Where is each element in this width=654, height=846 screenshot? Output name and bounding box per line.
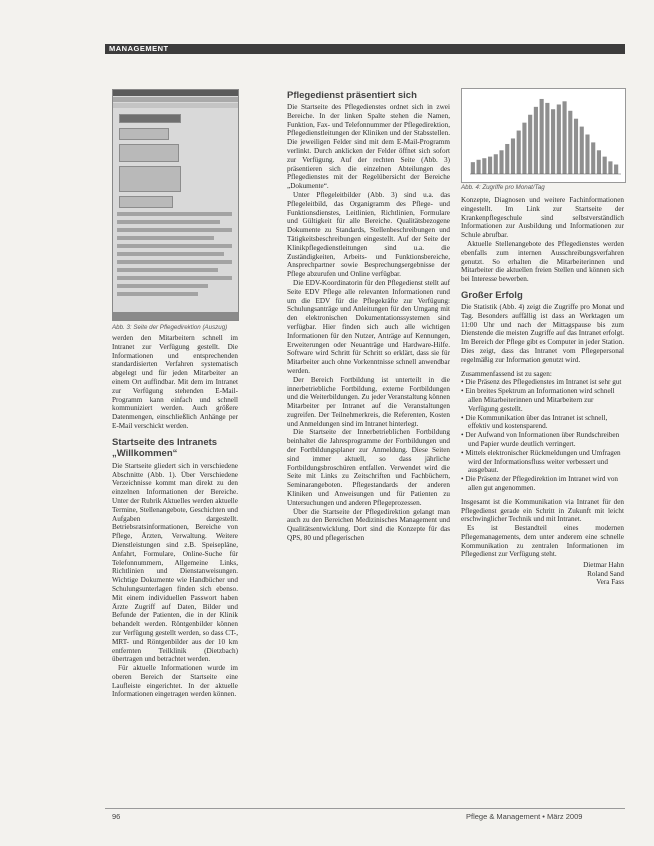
journal-name: Pflege & Management • März 2009	[466, 812, 583, 821]
footer-rule	[105, 808, 625, 809]
list-item-text: Die Präsenz des Pflegedienstes im Intranet ist sehr gut	[465, 378, 622, 387]
column-1	[112, 334, 238, 699]
chart-bar	[488, 157, 492, 174]
col2-paragraph: Über die Startseite der Pflegedirektion gelangt man auch zu den Bereichen Medizinisches Management und Qualitätsentwicklung. Dort sind die Konzepte für das QPS, 80 und pflegerischen	[287, 507, 450, 543]
chart-bar	[557, 104, 561, 174]
screenshot-taskbar	[113, 312, 238, 320]
screenshot-box	[119, 196, 173, 208]
col3-paragraph: Die Statistik (Abb. 4) zeigt die Zugriffe pro Monat und Tag. Besonders auffällig ist dass an Werktagen um 11:00 Uhr und nach der Mittagspause bis zum Dienstende die meisten Zugriffe auf das Intranet erfolgt. Im Bereich der Pflege gibt es Computer in jeder Station. Dies zeigt, dass das Intranet vom Pflegepersonal regelmäßig zur Information genutzt wird.	[461, 302, 624, 364]
screenshot-line	[117, 212, 232, 216]
list-item: • Mittels elektronischer Rückmeldungen und Umfragen wird der Informationsfluss weiter verbessert und ausgebaut.	[461, 448, 621, 475]
chart-bar	[562, 101, 566, 174]
chart-bar	[505, 144, 509, 174]
screenshot-line	[117, 260, 232, 264]
chart-bar	[545, 103, 549, 174]
screenshot-line	[117, 244, 232, 248]
chart-bar	[585, 135, 589, 175]
chart-bar	[528, 115, 532, 174]
col3-paragraph: Es ist Bestandteil eines modernen Pflegemanagements, dem unter anderem eine schnelle Kommunikation zu zentralen Informationen im Pflegedienst zur Verfügung steht.	[461, 524, 624, 559]
page-number: 96	[112, 812, 121, 821]
col1-heading: Startseite des Intranets „Willkommen“	[112, 436, 218, 459]
list-item-text: Die Präsenz der Pflegedirektion im Intranet wird von allen gut angenommen.	[465, 475, 619, 492]
col3-paragraph: Konzepte, Diagnosen und weitere Fachinformationen eingestellt. Im Link zur Startseite der Krankenpflegeschule sind selbstverständlich Informationen zur Ausbildung und Informationen zur Schule abrufbar.	[461, 196, 624, 240]
access-chart-svg	[462, 89, 625, 182]
col1-paragraph: Die Startseite gliedert sich in verschiedene Abschnitte (Abb. 1). Über Verschiedene Verzeichnisse kommt man direkt zu den einzelnen Informationen der Bereiche. Unter der Rubrik Aktuelles werden aktuelle Termine, Stellenangebote, Geschichten und Aufgaben dargestellt. Betriebsratsinformationen, Bereiche von Pflege, Ärzten, Verwaltung. Weitere Dienstleistungen sind z.B. Speisepläne, Anfahrt, Formulare, Online-Suche für Telefonnummern, Allgemeine Links, Richtlinien und Dienstanweisungen. Wichtige Dokumente wie Handbücher und Schulungsunterlagen finden sich ebenso. Mit einem individuellen Passwort haben Ärzte Zugriff auf Daten, Bilder und Befunde der Patienten, die in der Klinik behandelt werden. Röntgenbilder können zur Verfügung gestellt werden, so dass CT-, MRT- und Röntgenbilder aus der 10 km entfernten Teilklinik (Dietzbach) übertragen und betrachtet werden.	[112, 461, 238, 664]
list-item-text: Der Aufwand von Informationen über Rundschreiben und Papier wurde deutlich verringert.	[465, 431, 620, 448]
screenshot-banner	[119, 114, 181, 123]
chart-bar	[482, 158, 486, 174]
col1-paragraph: werden den Mitarbeitern schnell im Intranet zur Verfügung gestellt. Die Informationen und entsprechenden standardisierten Verfahren systematisch abgelegt und für jeden Mitarbeiter an einem Ort auffindbar. Mit dem im Intranet zur Verfügung stehenden E-Mail-Programm kann einfach und schnell kommuniziert werden. Auch größere Datenmengen, einschließlich Anhänge per E-Mail verschickt werden.	[112, 334, 238, 430]
col2-paragraph: Unter Pflegeleitbilder (Abb. 3) sind u.a. das Pflegeleitbild, das Organigramm des Pflege- und Funktionsdienstes, Leitlinien, Richtlinien, Formulare und Gültigkeit für alle Bereiche. Qualitätsbezogene Dokumente zu Standards, Stellenbeschreibungen und Tätigkeitsbeschreibungen eingestellt. Auf der Seite der Klinikpflegedienstleitungen sind u.a. die Zuständigkeiten, Arbeits- und Funktionsbereiche, Ansprechpartner sowie Besprechungsergebnisse der Pflege abzurufen und Online verfügbar.	[287, 190, 450, 279]
screenshot-line	[117, 252, 224, 256]
screenshot-titlebar	[113, 90, 238, 96]
chart-bar	[494, 154, 498, 174]
column-2	[287, 90, 450, 543]
screenshot-addressbar	[113, 103, 238, 108]
screenshot-line	[117, 276, 232, 280]
chart-bar	[499, 150, 503, 174]
col2-paragraph: Der Bereich Fortbildung ist unterteilt in die innerbetriebliche Fortbildung, externe Fortbildungen und die Weiterbildungen. Zu jeder Veranstaltung können Mitarbeiter per Intranet auf die Veranstaltungen zugreifen. Der Teilnehmerkreis, die Referenten, Kosten und Anmeldungen sind im Intranet hinterlegt.	[287, 375, 450, 428]
col2-heading: Pflegedienst präsentiert sich	[287, 90, 417, 101]
list-item-text: Mittels elektronischer Rückmeldungen und Umfragen wird der Informationsfluss weiter verbessert und ausgebaut.	[465, 448, 621, 475]
author-name: Roland Sand	[587, 569, 624, 578]
list-intro: Zusammenfassend ist zu sagen:	[461, 369, 552, 378]
figure-intranet-screenshot	[112, 89, 239, 321]
chart-bar	[608, 161, 612, 174]
col3-paragraph: Insgesamt ist die Kommunikation via Intranet für den Pflegedienst gerade ein Schritt in Zukunft mit leicht erschwinglicher Technik und mit Intranet.	[461, 497, 624, 524]
screenshot-line	[117, 284, 208, 288]
screenshot-box	[119, 144, 179, 162]
chart-bar	[551, 109, 555, 174]
figure4-caption: Abb. 4: Zugriffe pro Monat/Tag	[461, 184, 545, 191]
col2-paragraph: Die EDV-Koordinatorin für den Pflegedienst stellt auf Seite EDV Pflege alle relevanten Informationen rund um die EDV für die Pflegekräfte zur Verfügung: Schulungsanträge und Anleitungen für den Umgang mit den elektronischen Dokumentationssystemen sind verfügbar. Hier finden sich auch alle wichtigen Informationen für den Nutzer, Anträge auf Kennungen, Erweiterungen oder Neuanträge und Hardware-Hilfe. Software wird Schritt für Schritt so erklärt, dass sie für Mitarbeiter auch ohne Vorkenntnisse schnell anwendbar werden.	[287, 278, 450, 375]
screenshot-line	[117, 228, 232, 232]
col2-paragraph: Die Startseite der Innerbetrieblichen Fortbildung beinhaltet die Jahresprogramme der Fortbildungen und der Fortbildungsplaner zur Anmeldung. Diese Seiten sind immer aktuell, so dass jährliche Fortbildungsbroschüren entfallen. Verwendet wird die Seite mit Links zu Zeitschriften und Fachbüchern, Seminarangeboten. Pflegestandards der anderen Kliniken und Anweisungen und für Patienten zu Untersuchungen und anderen Pflegeprozessen.	[287, 428, 450, 507]
chart-bar	[574, 119, 578, 174]
col1-paragraph: Für aktuelle Informationen wurde im oberen Bereich der Startseite eine Laufleiste eingerichtet. In der aktuelle Informationen eingetragen werden können.	[112, 664, 238, 699]
chart-bar	[591, 142, 595, 174]
figure-access-chart	[461, 88, 626, 183]
list-item: • Die Präsenz der Pflegedirektion im Intranet wird von allen gut angenommen.	[461, 475, 619, 492]
list-item: • Der Aufwand von Informationen über Rundschreiben und Papier wurde deutlich verringert.	[461, 431, 620, 448]
chart-bar	[517, 131, 521, 174]
list-item: • Die Präsenz des Pflegedienstes im Intranet ist sehr gut	[461, 378, 622, 387]
col2-paragraph: Die Startseite des Pflegedienstes ordnet sich in zwei Bereiche. In der linken Spalte stehen die Namen, Funktion, Fax- und Telefonnummer der Pflegedirektion, Pflegedienstleitungen der Kliniken und der Stabsstellen. Die jeweiligen Felder sind mit dem E-Mail-Programm verlinkt. Durch anklicken der Felder öffnet sich sofort zur Verfügung. Auf der rechten Seite (Abb. 3) präsentieren sich die einzelnen Abteilungen des Pflegedienstes mit der Regelübersicht der Bereiche „Dokumente“.	[287, 103, 450, 191]
summary-list	[461, 378, 624, 492]
author-name: Vera Fass	[596, 578, 624, 587]
list-item-text: Die Kommunikation über das Intranet ist schnell, effektiv und kostensparend.	[465, 413, 608, 431]
list-item-text: Ein breites Spektrum an Informationen wird schnell allen Mitarbeiterinnen und Mitarbeitern zur Verfügung gestellt.	[465, 387, 615, 413]
chart-bar	[471, 162, 475, 174]
list-item: • Ein breites Spektrum an Informationen wird schnell allen Mitarbeiterinnen und Mitarbeitern zur Verfügung gestellt.	[461, 387, 615, 413]
chart-bar	[477, 160, 481, 174]
chart-bar	[580, 127, 584, 174]
chart-bar	[568, 111, 572, 174]
chart-bar	[511, 138, 515, 174]
column-3	[461, 196, 624, 587]
section-title: MANAGEMENT	[109, 44, 169, 53]
figure3-caption: Abb. 3: Seite der Pflegedirektion (Auszug)	[112, 324, 228, 331]
screenshot-line	[117, 268, 218, 272]
author-name: Dietmar Hahn	[583, 561, 624, 570]
chart-bar	[522, 123, 526, 174]
screenshot-toolbar	[113, 97, 238, 102]
chart-bar	[603, 157, 607, 174]
chart-bar	[614, 165, 618, 174]
screenshot-box	[119, 128, 169, 140]
screenshot-line	[117, 292, 198, 296]
chart-bar	[597, 150, 601, 174]
section-header-band	[105, 44, 625, 54]
col3-heading: Großer Erfolg	[461, 289, 523, 301]
screenshot-box	[119, 166, 181, 192]
col3-paragraph: Aktuelle Stellenangebote des Pflegedienstes werden ebenfalls zum internen Ausschreibungsverfahren genutzt. So erhalten die Mitarbeiterinnen und Mitarbeiter die aktuellen freien Stellen und können sich bei Interesse bewerben.	[461, 239, 624, 284]
list-item: • Die Kommunikation über das Intranet ist schnell, effektiv und kostensparend.	[461, 413, 608, 431]
chart-bar	[540, 99, 544, 174]
screenshot-line	[117, 220, 220, 224]
screenshot-line	[117, 236, 214, 240]
chart-bar	[534, 107, 538, 174]
